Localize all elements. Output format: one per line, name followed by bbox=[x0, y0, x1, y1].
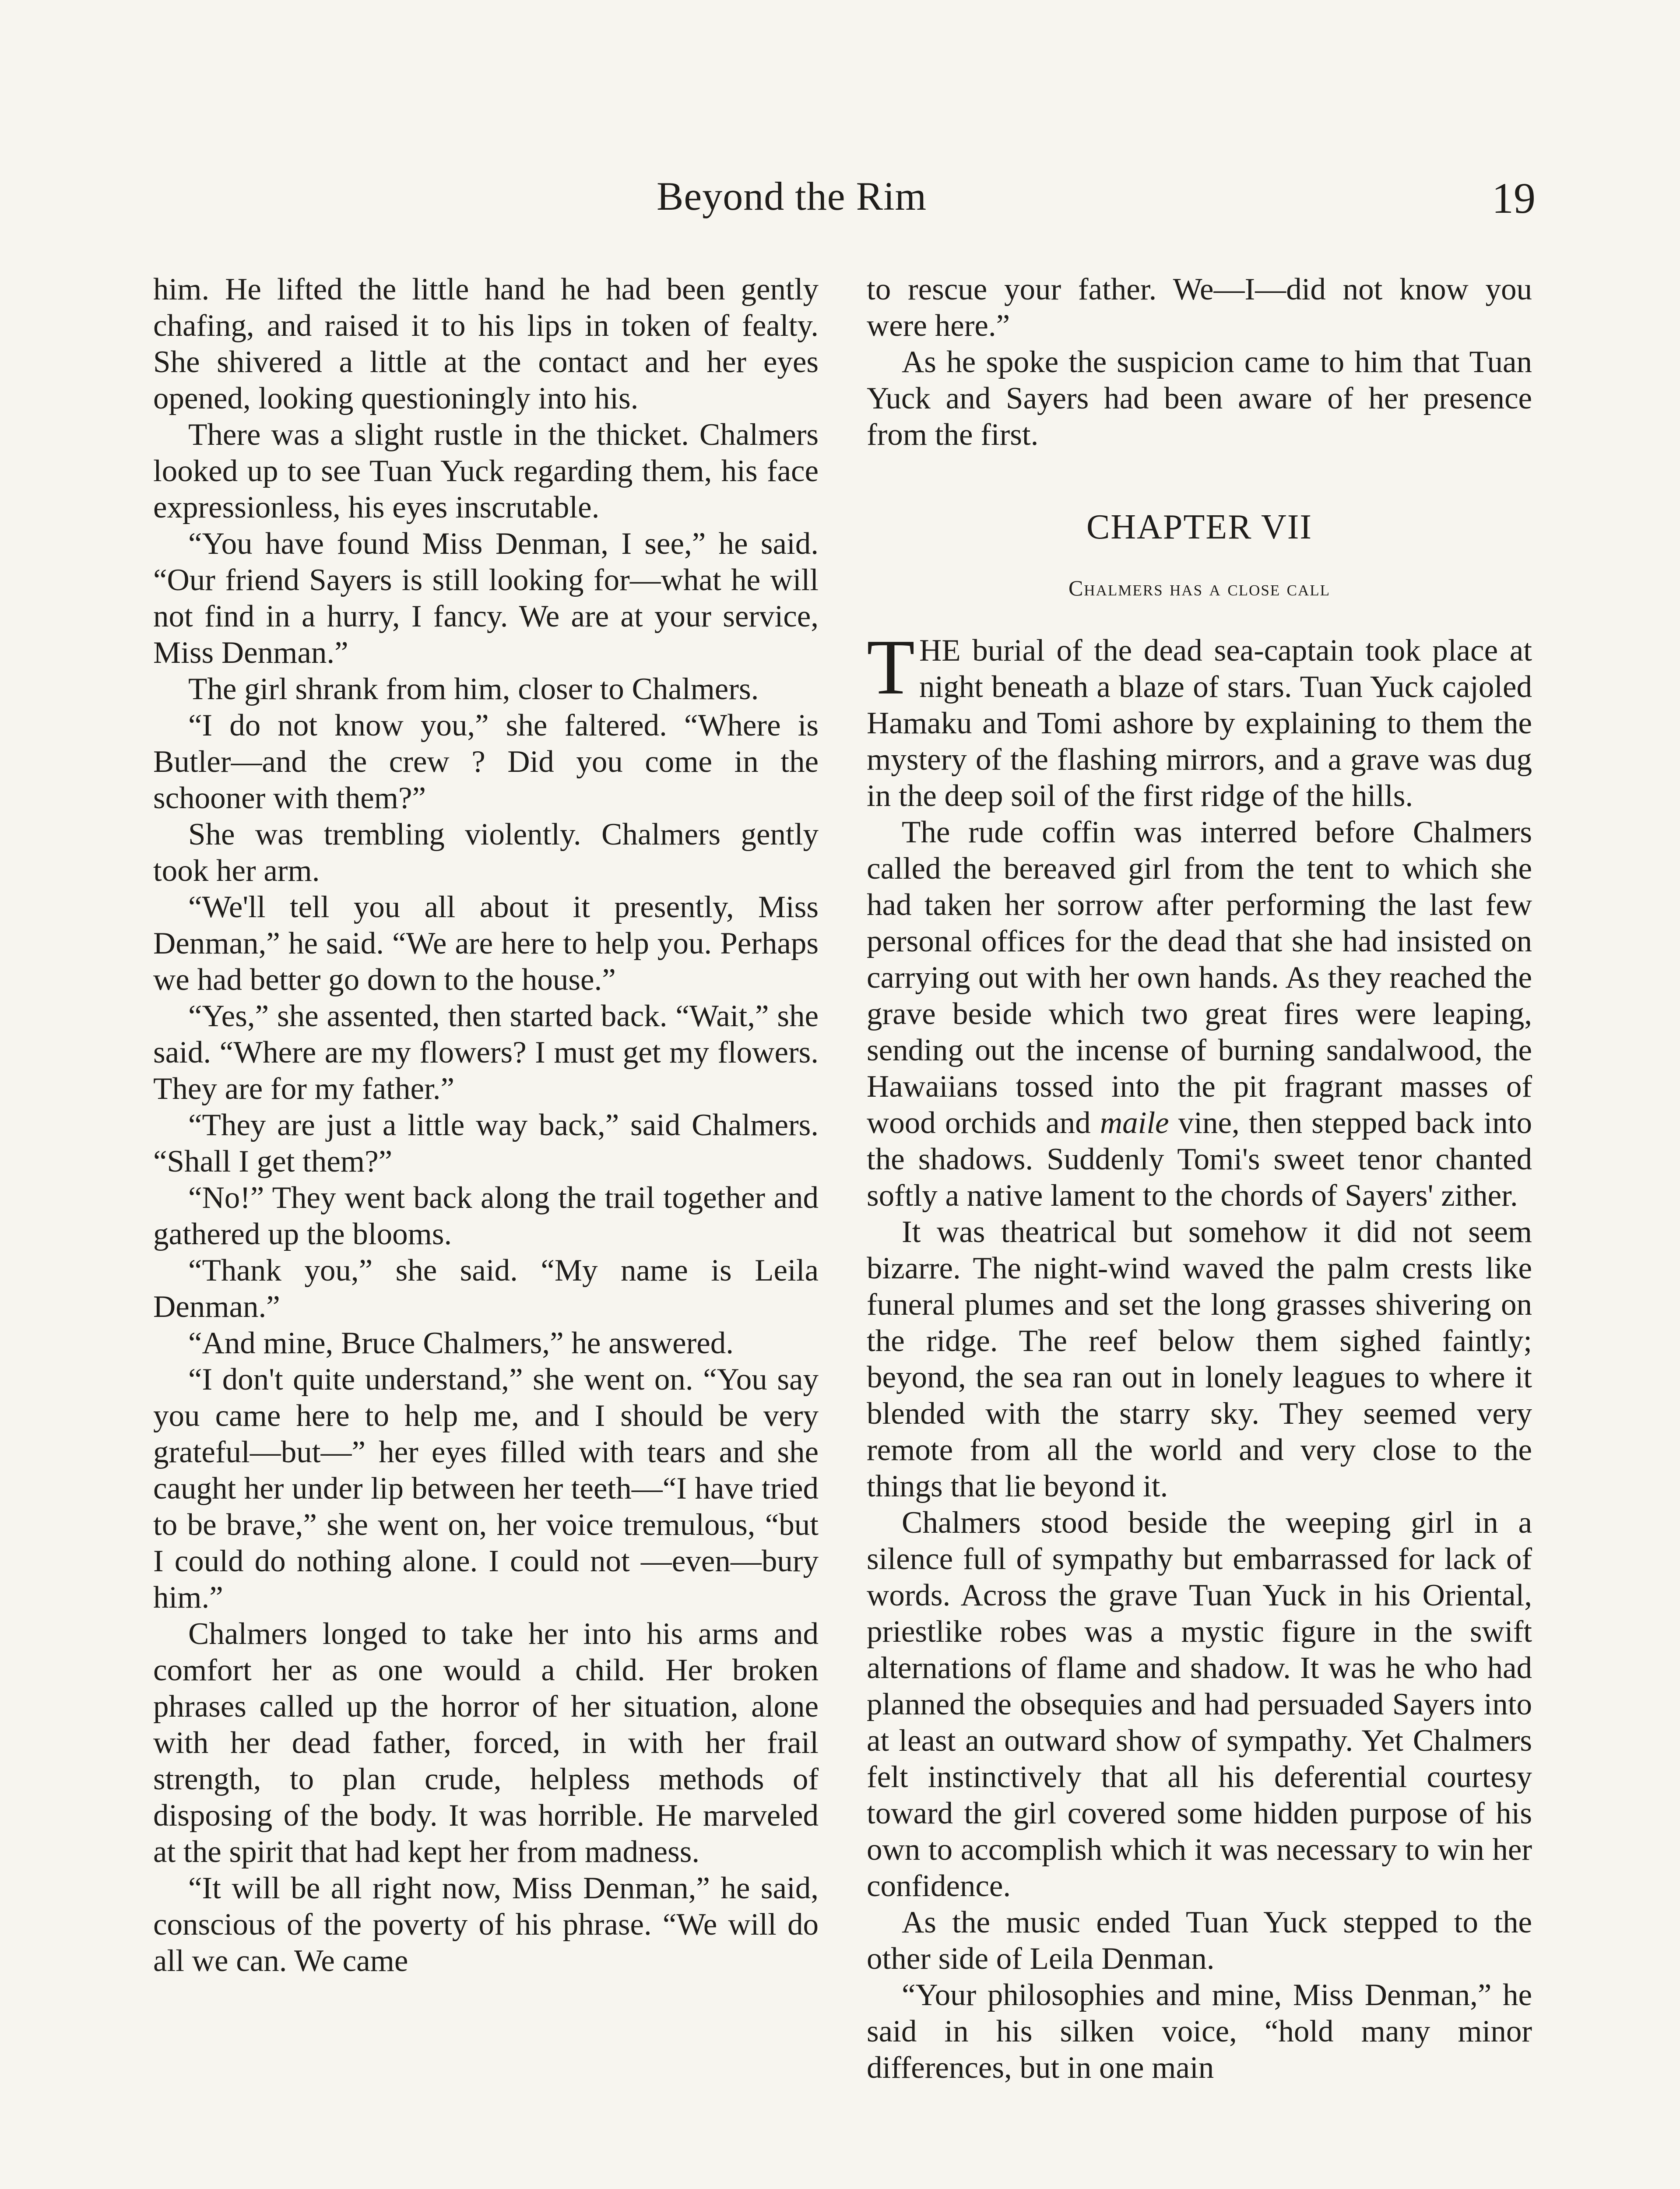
page-number: 19 bbox=[1492, 174, 1536, 222]
paragraph: Chalmers longed to take her into his arms and comfort her as one would a child. Her broken phrases called up the horror of her situation, alone with her dead father, forced, in with her frail strength, to plan crude, helpless methods of disposing of the body. It was horrible. He marveled at the spirit that had kept her from madness. bbox=[153, 1617, 819, 1869]
paragraph: “I do not know you,” she faltered. “Where is Butler—and the crew ? Did you come in the schooner with them?” bbox=[153, 708, 819, 815]
paragraph: The girl shrank from him, closer to Chalmers. bbox=[188, 672, 759, 706]
drop-cap: T bbox=[867, 623, 915, 711]
paragraph: “They are just a little way back,” said Chalmers. “Shall I get them?” bbox=[153, 1108, 819, 1179]
paragraph: It was theatrical but somehow it did not seem bizarre. The night-wind waved the palm crests like funeral plumes and set the long grasses shivering on the ridge. The reef below them sighed faintly; beyond, the sea ran out in lonely leagues to where it blended with the starry sky. They seemed very remote from all the world and very close to the things that lie beyond it. bbox=[867, 1215, 1532, 1503]
paragraph: Chalmers stood beside the weeping girl in a silence full of sympathy but embarrassed for lack of words. Across the grave Tuan Yuck in his Oriental, priestlike robes was a mystic figure in the swift alternations of flame and shadow. It was he who had planned the obsequies and had persuaded Sayers into at least an outward show of sympathy. Yet Chalmers felt instinctively that all his deferential courtesy toward the girl covered some hidden purpose of his own to accomplish which it was necessary to win her confidence. bbox=[867, 1506, 1532, 1903]
chapter-opening-paragraph bbox=[867, 623, 1532, 814]
paragraph-text: vine, then stepped back into the shadows. Suddenly Tomi's sweet tenor chanted softly a native lament to the chords of Sayers' zither. bbox=[867, 1106, 1532, 1213]
paragraph: to rescue your father. We—I—did not know you were here.” bbox=[867, 272, 1532, 343]
paragraph: “We'll tell you all about it presently, Miss Denman,” he said. “We are here to help you. Perhaps we had better go down to the house.” bbox=[153, 890, 819, 997]
paragraph: There was a slight rustle in the thicket. Chalmers looked up to see Tuan Yuck regarding them, his face expressionless, his eyes inscrutable. bbox=[153, 418, 819, 524]
paragraph: “Thank you,” she said. “My name is Leila Denman.” bbox=[153, 1253, 819, 1324]
running-title: Beyond the Rim bbox=[657, 174, 927, 218]
opening-text: HE burial of the dead sea-captain took place at night beneath a blaze of stars. Tuan Yuck cajoled Hamaku and Tomi ashore by explaining to them the mystery of the flashing mirrors, and a grave was dug in the deep soil of the first ridge of the hills. bbox=[867, 633, 1532, 813]
chapter-heading: CHAPTER VII bbox=[1086, 508, 1313, 546]
paragraph: “It will be all right now, Miss Denman,” he said, conscious of the poverty of his phrase. “We will do all we can. We came bbox=[153, 1871, 819, 1978]
paragraph: As he spoke the suspicion came to him that Tuan Yuck and Sayers had been aware of her presence from the first. bbox=[867, 345, 1532, 452]
paragraph: “I don't quite understand,” she went on. “You say you came here to help me, and I should be very grateful—but—” her eyes filled with tears and she caught her under lip between her teeth—“I have tried to be brave,” she went on, her voice tremulous, “but I could do nothing alone. I could not —even—bury him.” bbox=[153, 1362, 819, 1615]
right-column bbox=[867, 271, 1532, 2086]
paragraph: She was trembling violently. Chalmers gently took her arm. bbox=[153, 817, 819, 888]
paragraph: “Your philosophies and mine, Miss Denman,” he said in his silken voice, “hold many minor differences, but in one main bbox=[867, 1978, 1532, 2085]
paragraph: “Yes,” she assented, then started back. “Wait,” she said. “Where are my flowers? I must get my flowers. They are for my father.” bbox=[153, 999, 819, 1106]
italic-word: maile bbox=[1100, 1106, 1169, 1140]
paragraph: As the music ended Tuan Yuck stepped to the other side of Leila Denman. bbox=[867, 1905, 1532, 1976]
paragraph bbox=[867, 814, 1532, 1214]
paragraph: him. He lifted the little hand he had been gently chafing, and raised it to his lips in token of fealty. She shivered a little at the contact and her eyes opened, looking questioningly into his. bbox=[153, 272, 819, 415]
paragraph-text: The rude coffin was interred before Chalmers called the bereaved girl from the tent to which she had taken her sorrow after performing the last few personal offices for the dead that she had insisted on carrying out with her own hands. As they reached the grave beside which two great fires were leaping, sending out the incense of burning sandalwood, the Hawaiians tossed into the pit fragrant masses of wood orchids and bbox=[867, 815, 1532, 1140]
paragraph: “And mine, Bruce Chalmers,” he answered. bbox=[188, 1326, 734, 1360]
left-column bbox=[153, 271, 819, 1979]
chapter-subtitle: Chalmers has a close call bbox=[1068, 576, 1331, 600]
paragraph: “You have found Miss Denman, I see,” he said. “Our friend Sayers is still looking for—what he will not find in a hurry, I fancy. We are at your service, Miss Denman.” bbox=[153, 527, 819, 670]
paragraph: “No!” They went back along the trail together and gathered up the blooms. bbox=[153, 1181, 819, 1251]
